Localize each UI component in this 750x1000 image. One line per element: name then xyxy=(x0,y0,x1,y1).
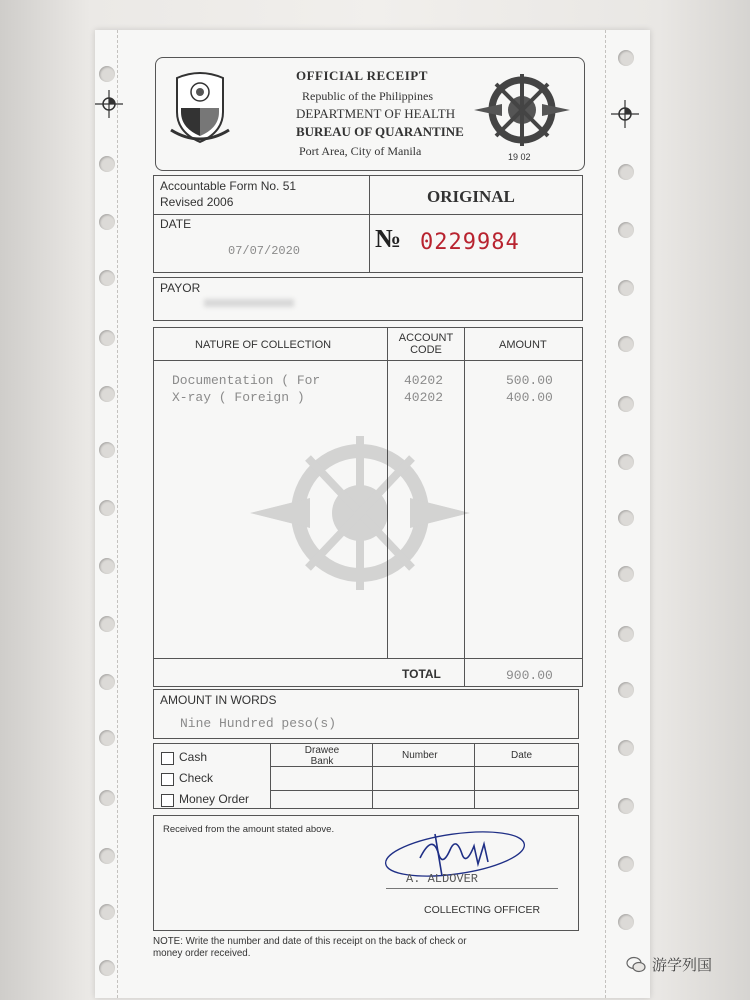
quarantine-seal-icon xyxy=(472,70,572,154)
payment-method-block xyxy=(153,743,579,809)
cash-checkbox[interactable] xyxy=(161,752,174,765)
amount-in-words-block xyxy=(153,689,579,739)
department-line: DEPARTMENT OF HEALTH xyxy=(296,106,456,121)
collection-table xyxy=(153,327,583,687)
bureau-watermark-seal-icon xyxy=(250,428,470,598)
check-label: Check xyxy=(179,771,214,785)
left-perforation xyxy=(117,30,118,998)
received-statement: Received from the amount stated above. xyxy=(163,824,335,835)
officer-name: A. ALDOVER xyxy=(406,872,479,886)
note-line-1: NOTE: Write the number and date of this receipt on the back of check or xyxy=(153,936,467,947)
total-value: 900.00 xyxy=(506,668,553,683)
date-header: Date xyxy=(511,750,533,761)
address-line: Port Area, City of Manila xyxy=(299,144,422,158)
form-number: Accountable Form No. 51 xyxy=(160,179,297,193)
registration-mark-right-icon xyxy=(611,100,639,128)
row-code: 40202 xyxy=(404,390,444,405)
drawee-bank-header: Drawee Bank xyxy=(304,745,340,767)
registration-mark-left-icon xyxy=(95,90,123,118)
row-nature: Documentation ( For xyxy=(172,373,321,388)
money-order-checkbox[interactable] xyxy=(161,794,174,807)
money-order-label: Money Order xyxy=(179,792,250,806)
receipt-number: 0229984 xyxy=(420,230,520,255)
form-info-block xyxy=(153,175,583,273)
payor-label: PAYOR xyxy=(160,281,201,295)
seal-year: 19 02 xyxy=(508,152,531,162)
row-amount: 500.00 xyxy=(506,373,553,388)
official-receipt xyxy=(95,30,650,998)
philippine-seal-icon xyxy=(169,70,231,144)
check-checkbox[interactable] xyxy=(161,773,174,786)
watermark-text: 游学列国 xyxy=(652,956,713,974)
officer-title: COLLECTING OFFICER xyxy=(424,904,541,916)
payor-name-redacted xyxy=(204,299,294,307)
bureau-line: BUREAU OF QUARANTINE xyxy=(296,124,464,139)
row-code: 40202 xyxy=(404,373,444,388)
date-label: DATE xyxy=(160,217,192,231)
signature-block xyxy=(153,815,579,931)
amount-in-words-value: Nine Hundred peso(s) xyxy=(180,716,337,731)
payor-block xyxy=(153,277,583,321)
channel-watermark xyxy=(626,954,712,975)
note-line-2: money order received. xyxy=(153,948,251,959)
row-amount: 400.00 xyxy=(506,390,553,405)
total-label: TOTAL xyxy=(402,667,441,681)
republic-line: Republic of the Philippines xyxy=(302,89,433,103)
form-revised: Revised 2006 xyxy=(160,195,234,209)
receipt-title: OFFICIAL RECEIPT xyxy=(296,68,428,83)
number-symbol: № xyxy=(375,224,402,253)
row-nature: X-ray ( Foreign ) xyxy=(172,390,305,405)
chat-bubble-icon xyxy=(626,956,646,974)
col-nature-header: NATURE OF COLLECTION xyxy=(195,339,332,351)
number-header: Number xyxy=(402,750,438,761)
col-code-header: ACCOUNT CODE xyxy=(398,332,454,356)
right-perforation xyxy=(605,30,606,998)
cash-label: Cash xyxy=(179,750,208,764)
receipt-header xyxy=(155,57,585,171)
date-value: 07/07/2020 xyxy=(228,244,301,258)
col-amount-header: AMOUNT xyxy=(499,339,547,351)
amount-in-words-label: AMOUNT IN WORDS xyxy=(160,693,277,707)
copy-type: ORIGINAL xyxy=(427,187,515,206)
